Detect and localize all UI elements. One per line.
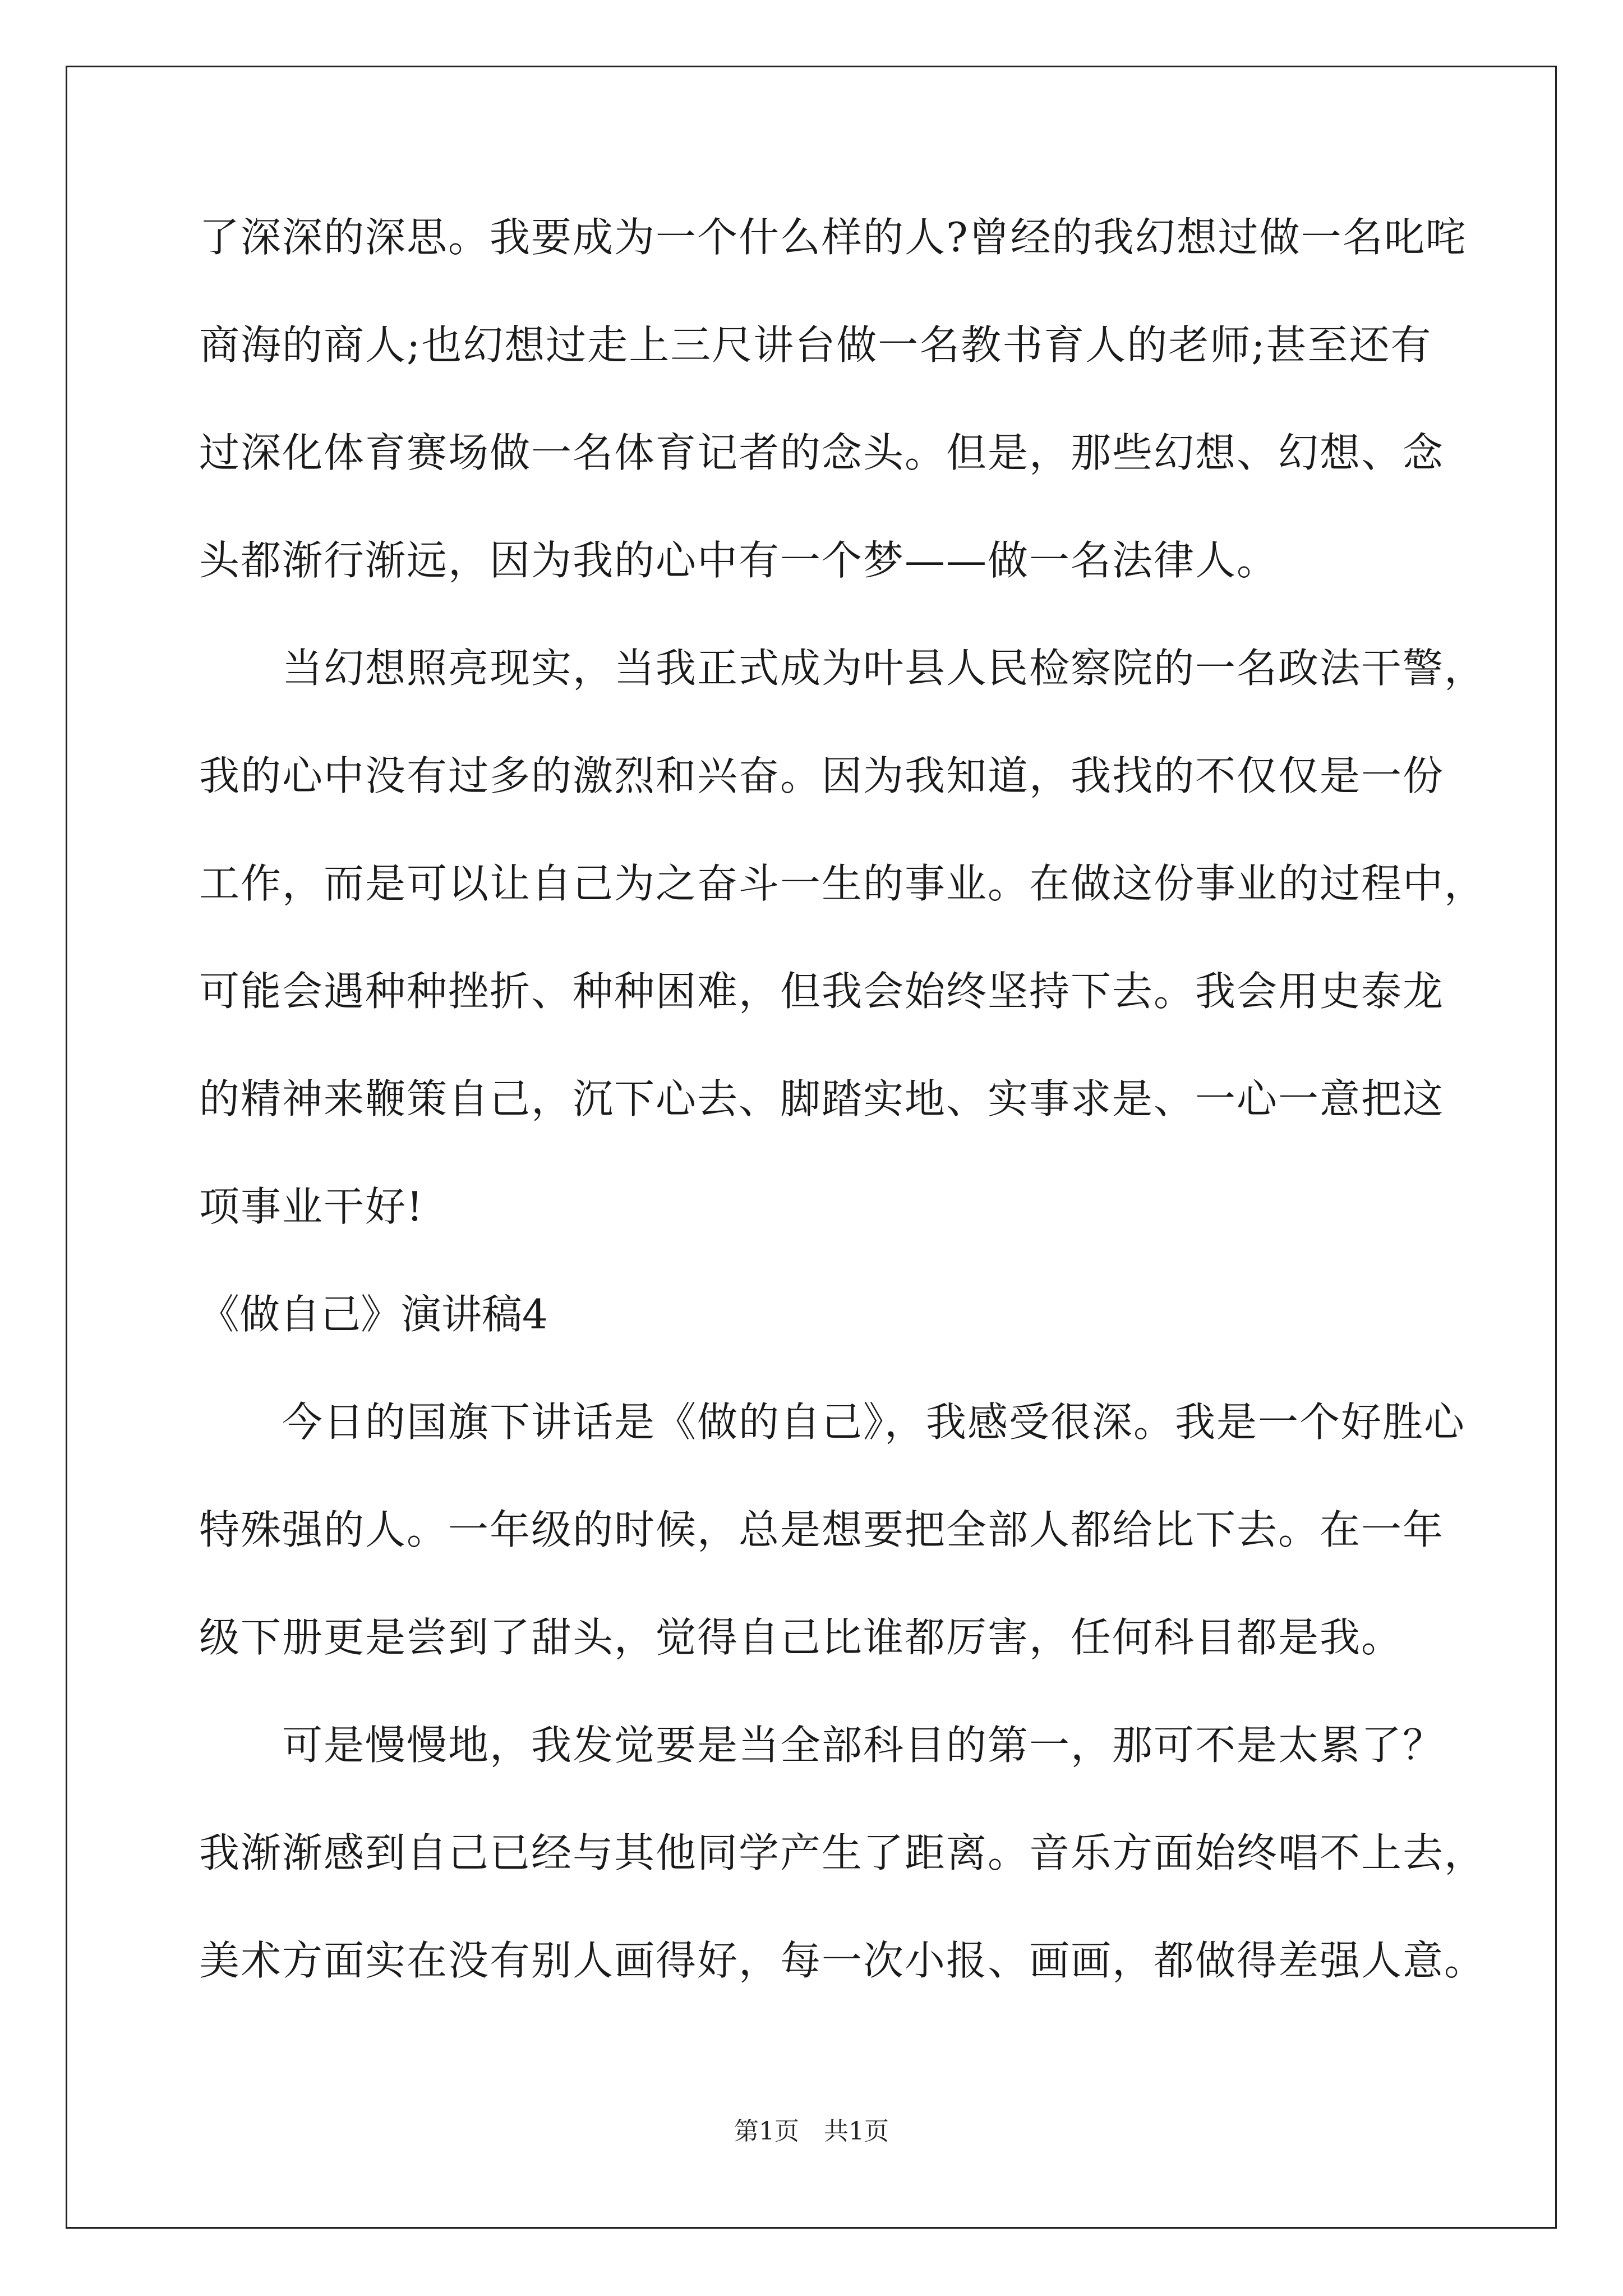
paragraph-start-line: 当幻想照亮现实，当我正式成为叶县人民检察院的一名政法干警， xyxy=(282,645,1486,692)
text-line: 可能会遇种种挫折、种种困难，但我会始终坚持下去。我会用史泰龙 xyxy=(199,968,1445,1015)
paragraph-start-line: 可是慢慢地，我发觉要是当全部科目的第一，那可不是太累了？ xyxy=(282,1722,1445,1769)
page-number-footer: 第1页 共1页 xyxy=(734,2117,889,2146)
text-line: 我渐渐感到自己已经与其他同学产生了距离。音乐方面始终唱不上去， xyxy=(199,1829,1486,1876)
text-line: 工作，而是可以让自己为之奋斗一生的事业。在做这份事业的过程中， xyxy=(199,860,1486,907)
text-line: 头都渐行渐远，因为我的心中有一个梦——做一名法律人。 xyxy=(199,537,1279,584)
document-body xyxy=(199,210,1486,2041)
text-line: 了深深的深思。我要成为一个什么样的人?曾经的我幻想过做一名叱咤 xyxy=(199,214,1467,261)
text-line: 我的心中没有过多的激烈和兴奋。因为我知道，我找的不仅仅是一份 xyxy=(199,752,1445,799)
text-line: 美术方面实在没有别人画得好，每一次小报、画画，都做得差强人意。 xyxy=(199,1937,1486,1984)
text-line: 项事业干好! xyxy=(199,1183,424,1230)
section-heading: 《做自己》演讲稿4 xyxy=(199,1291,548,1338)
text-line: 商海的商人;也幻想过走上三尺讲台做一名教书育人的老师;甚至还有 xyxy=(199,321,1432,369)
text-line: 特殊强的人。一年级的时候，总是想要把全部人都给比下去。在一年 xyxy=(199,1506,1445,1553)
paragraph-start-line: 今日的国旗下讲话是《做的自己》，我感受很深。我是一个好胜心 xyxy=(282,1398,1466,1446)
text-line: 的精神来鞭策自己，沉下心去、脚踏实地、实事求是、一心一意把这 xyxy=(199,1075,1445,1122)
text-line: 过深化体育赛场做一名体育记者的念头。但是，那些幻想、幻想、念 xyxy=(199,429,1445,476)
text-line: 级下册更是尝到了甜头，觉得自己比谁都厉害，任何科目都是我。 xyxy=(199,1614,1403,1661)
